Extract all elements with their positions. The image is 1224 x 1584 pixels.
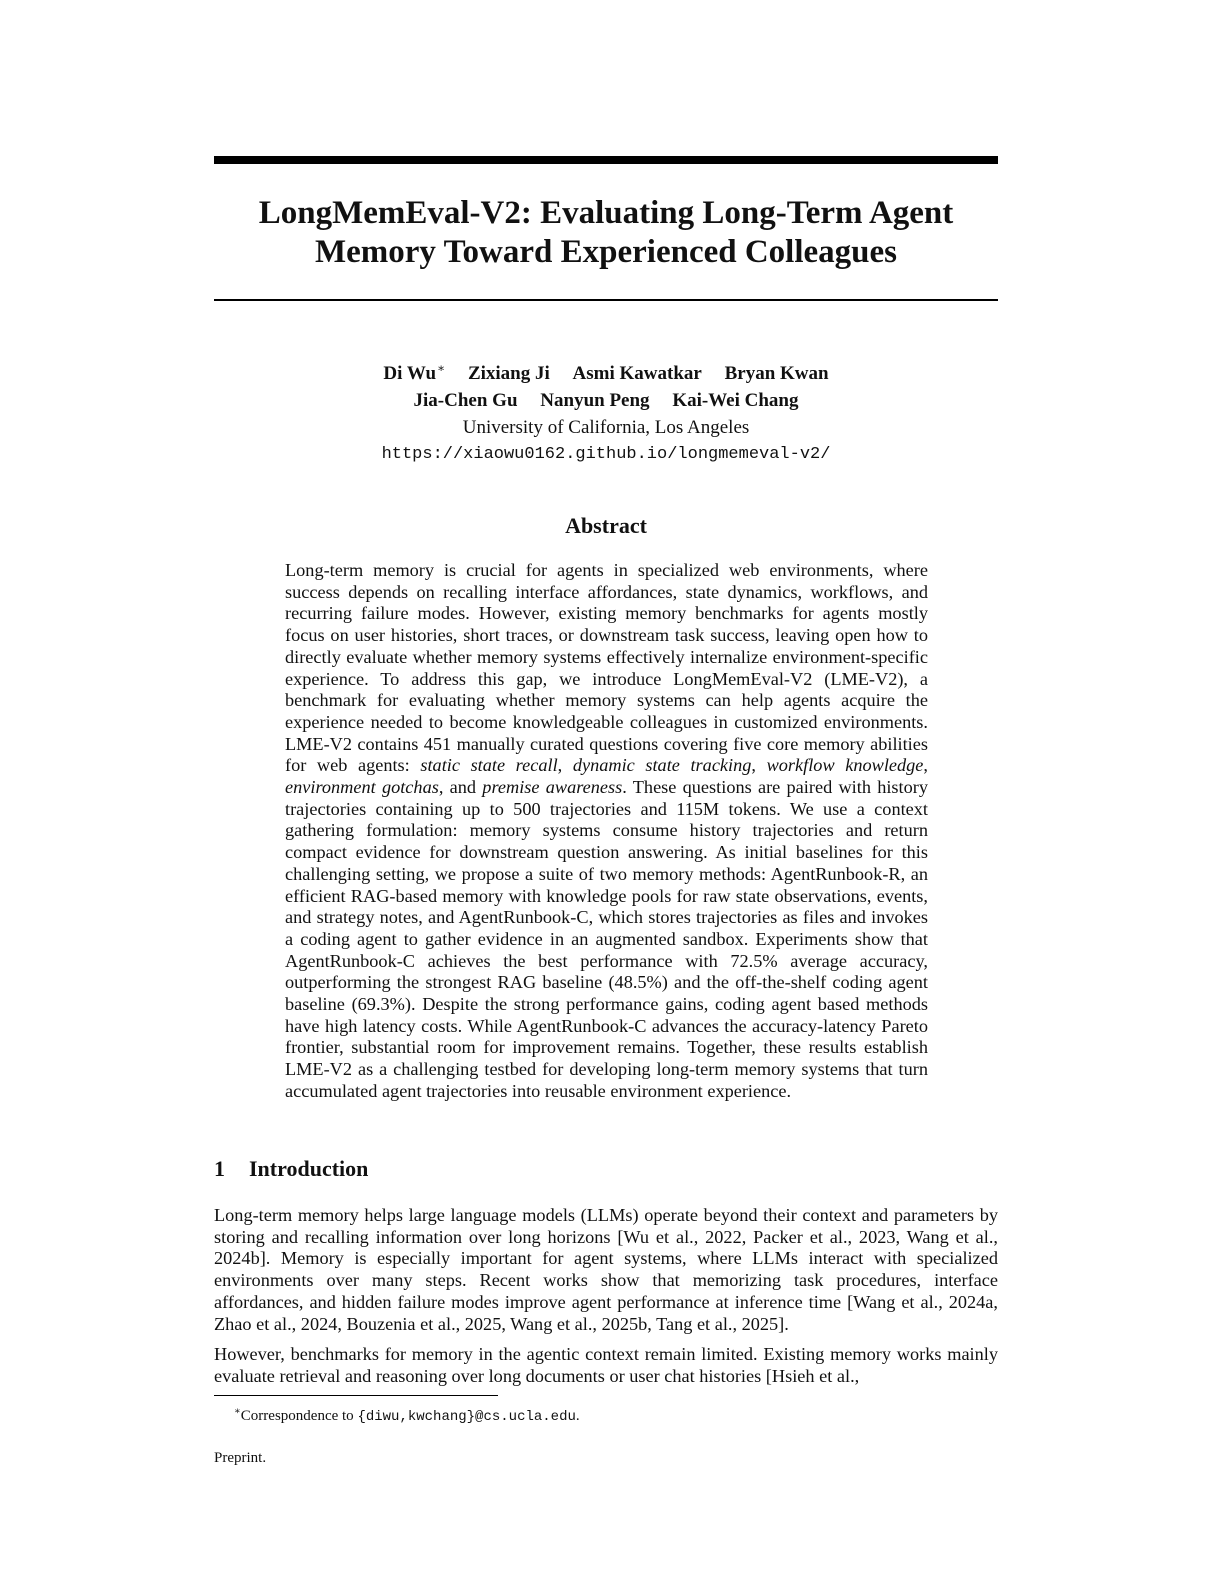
author-name: Kai-Wei Chang [672, 390, 799, 412]
footnote-mark: ∗ [234, 1406, 241, 1417]
section-title: Introduction [249, 1156, 369, 1181]
author-name: Bryan Kwan [724, 363, 829, 385]
author-line-2 [214, 387, 998, 414]
section-number: 1 [214, 1156, 225, 1181]
preprint-label: Preprint. [214, 1450, 267, 1466]
title-line-1: LongMemEval-V2: Evaluating Long-Term Agent [258, 195, 954, 231]
abstract-text: Long-term memory is crucial for agents in specialized web environments, where success depends on recalling interface affordances, state dynamics, workflows, and recurring failure modes. However, existing memory benchmarks for agents mostly focus on user histories, short traces, or downstream task success, leaving open how to directly evaluate whether memory systems effectively internalize environment-specific experience. To address this gap, we introduce LongMemEval-V2 (LME-V2), a benchmark for evaluating whether memory systems can help agents acquire the experience needed to become knowledgeable colleagues in customized environments. LME-V2 contains 451 manually curated questions covering five core memory abilities for web agents: static state recall, dynamic state tracking, workflow knowledge, environment gotchas, and premise awareness. These questions are paired with history trajectories containing up to 500 trajectories and 115M tokens. We use a context gathering formulation: memory systems consume history trajectories and return compact evidence for downstream question answering. As initial baselines for this challenging setting, we propose a suite of two memory methods: AgentRunbook-R, an efficient RAG-based memory with knowledge pools for raw state observations, events, and strategy notes, and AgentRunbook-C, which stores trajectories as files and invokes a coding agent to gather evidence in an augmented sandbox. Experiments show that AgentRunbook-C achieves the best performance with 72.5% average accuracy, outperforming the strongest RAG baseline (48.5%) and the off-the-shelf coding agent baseline (69.3%). Despite the strong performance gains, coding agent based methods have high latency costs. While AgentRunbook-C advances the accuracy-latency Pareto frontier, substantial room for improvement remains. Together, these results establish LME-V2 as a challenging testbed for developing long-term memory systems that turn accumulated agent trajectories into reusable environment experience. [285, 560, 928, 1101]
abstract-heading: Abstract [565, 513, 647, 538]
introduction-body [214, 1205, 998, 1397]
intro-paragraph-2: However, benchmarks for memory in the agentic context remain limited. Existing memory works mainly evaluate retrieval and reasoning over long documents or user chat histories [Hsieh et al., [214, 1344, 998, 1386]
footnote-rule [214, 1395, 498, 1396]
author-name: Nanyun Peng [540, 390, 650, 412]
ability-term: premise awareness [482, 777, 623, 798]
author-name: Asmi Kawatkar [572, 363, 702, 385]
author-name: Jia-Chen Gu [413, 390, 518, 412]
ability-term: dynamic state tracking [572, 755, 752, 776]
title-top-rule [214, 156, 998, 164]
author-name: Zixiang Ji [467, 363, 550, 385]
title-line-2: Memory Toward Experienced Colleagues [314, 234, 898, 270]
section-heading-introduction [214, 1156, 998, 1182]
correspondence-mark: ∗ [437, 361, 446, 375]
author-name: Di Wu∗ [383, 361, 446, 385]
intro-paragraph-1: Long-term memory helps large language models (LLMs) operate beyond their context and parameters by storing and recalling information over long horizons [Wu et al., 2022, Packer et al., 2023, Wang et al., 2024b]. Memory is especially important for agent systems, where LLMs interact with specialized environments over many steps. Recent works show that memorizing task procedures, interface affordances, and hidden failure modes improve agent performance at inference time [Wang et al., 2024a, Zhao et al., 2024, Bouzenia et al., 2025, Wang et al., 2025b, Tang et al., 2025]. [214, 1205, 998, 1334]
ability-term: environment gotchas [285, 777, 439, 798]
ability-term: static state recall [420, 755, 558, 776]
ability-term: workflow knowledge [766, 755, 924, 776]
affiliation: University of California, Los Angeles [462, 417, 750, 439]
title-bottom-rule [214, 299, 998, 301]
author-block [214, 355, 998, 468]
correspondence-email[interactable]: {diwu,kwchang}@cs.ucla.edu [357, 1409, 576, 1425]
paper-title [214, 194, 998, 272]
author-line-1 [214, 355, 998, 387]
footnote: ∗Correspondence to {diwu,kwchang}@cs.ucla.edu. [234, 1406, 580, 1425]
project-url[interactable]: https://xiaowu0162.github.io/longmemeval-v2/ [381, 445, 831, 465]
